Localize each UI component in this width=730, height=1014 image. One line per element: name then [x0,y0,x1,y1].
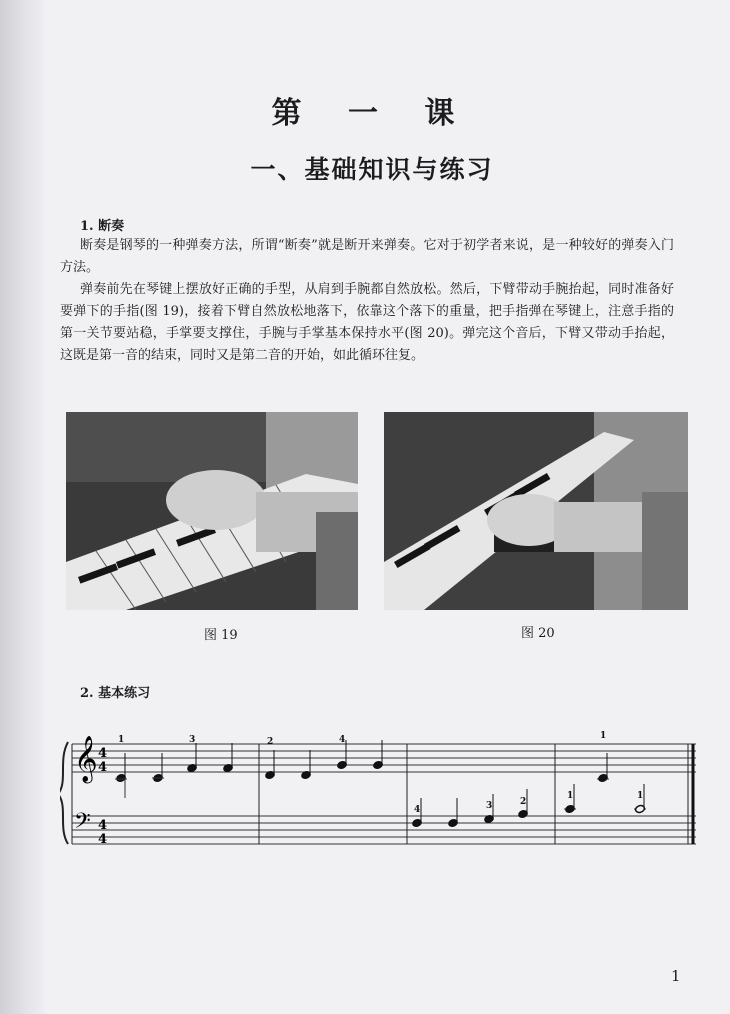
treble-clef-icon: 𝄞 [74,736,98,782]
figure-20-caption: 图 20 [521,626,555,641]
fingering-bass: 1 [637,791,644,801]
music-score [60,720,700,854]
figure-19-photo [66,412,358,610]
subsection-heading-staccato: 1. 断奏 [80,219,125,234]
grand-staff-brace [60,742,68,844]
bass-staff [72,816,696,844]
fingering-bass: 1 [567,791,574,801]
figure-20-photo [384,412,688,610]
fingering-bass: 3 [486,801,493,811]
bass-clef-icon: 𝄢 [74,809,91,839]
treble-time-sig-top: 4 [98,746,108,761]
fingering-treble: 3 [189,735,196,745]
fingering-treble: 2 [267,737,274,747]
lesson-title: 第 一 课 [271,96,473,131]
fingering-treble: 1 [600,731,607,741]
fingering-bass: 4 [414,805,421,815]
fingering-treble: 1 [118,735,125,745]
subsection-heading-basic-exercise: 2. 基本练习 [80,686,151,701]
treble-staff [72,744,696,772]
page-number: 1 [671,967,681,985]
fingering-treble: 4 [339,735,346,745]
figure-19-caption: 图 19 [204,628,238,643]
fingering-bass: 2 [520,797,527,807]
paragraph-staccato-intro: 断奏是钢琴的一种弹奏方法，所谓“断奏”就是断开来弹奏。它对于初学者来说，是一种较好的弹奏入门方法。 [60,238,674,275]
section-title: 一、基础知识与练习 [250,155,494,184]
bass-time-sig-top: 4 [98,818,108,833]
bass-time-sig-bottom: 4 [98,832,108,847]
paragraph-staccato-method: 弹奏前先在琴键上摆放好正确的手型，从肩到手腕都自然放松。然后，下臂带动手腕抬起，同时准备好要弹下的手指(图 19)，接着下臂自然放松地落下，依靠这个落下的重量，把手指弹在琴键上，注意手指的第一关节要站稳，手掌要支撑住，手腕与手掌基本保持水平(图 20)。弹完这个音后，下臂又带动手抬起，这既是第一音的结束，同时又是第二音的开始，如此循环往复。 [60,282,674,363]
treble-time-sig-bottom: 4 [98,760,108,775]
